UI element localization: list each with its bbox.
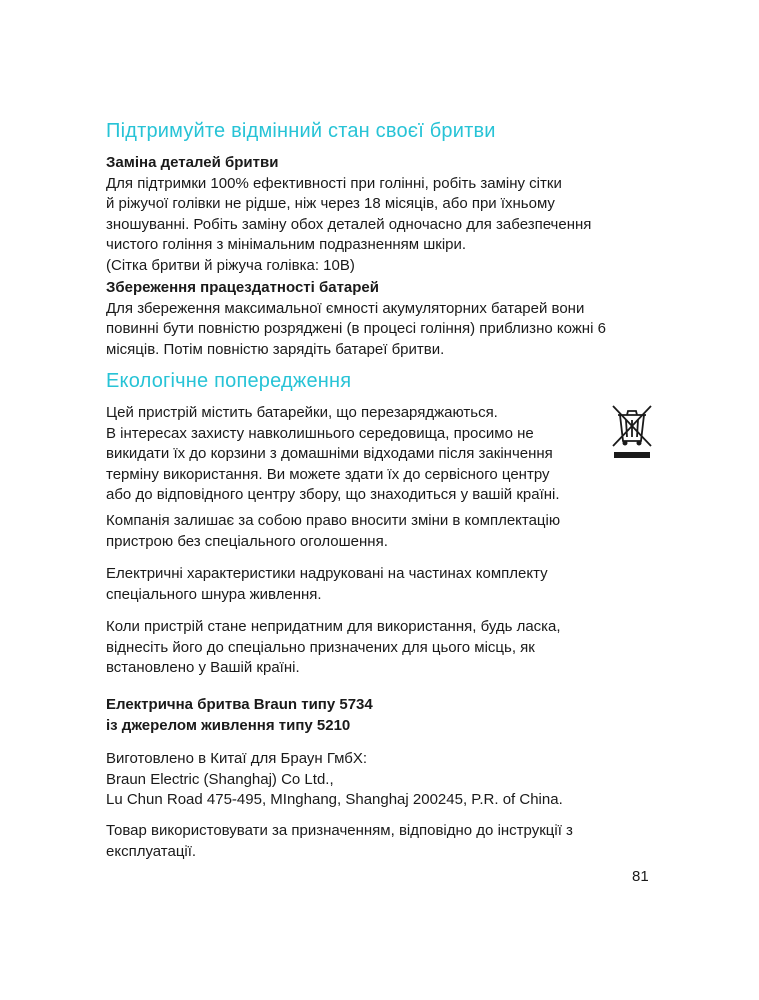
electric-specs-paragraph: [106, 564, 626, 605]
body-line: місяців. Потім повністю зарядіть батареї бритви.: [106, 340, 445, 358]
crossed-out-wheelie-bin-icon: [610, 403, 654, 461]
body-line: пристрою без спеціального оголошення.: [106, 532, 388, 550]
manufacturer-info: [106, 749, 626, 811]
replace-parts-heading: Заміна деталей бритви: [106, 154, 279, 171]
body-line: терміну використання. Ви можете здати їх до сервісного центру: [106, 465, 550, 483]
model-line: із джерелом живлення типу 5210: [106, 716, 351, 734]
disposal-paragraph: [106, 617, 626, 679]
body-line: Товар використовувати за призначенням, відповідно до інструкції з: [106, 822, 573, 839]
body-line: віднесіть його до спеціально призначених для цього місць, як: [106, 638, 535, 656]
model-line: Електрична бритва Braun типу 5734: [106, 696, 373, 713]
body-line: Для збереження максимальної ємності акумуляторних батарей вони: [106, 299, 585, 317]
model-info: [106, 695, 626, 736]
body-line: встановлено у Вашій країні.: [106, 659, 300, 676]
body-line: Виготовлено в Китаї для Браун ГмбХ:: [106, 750, 368, 767]
replace-parts-block: [106, 153, 626, 276]
body-line: й ріжучої голівки не рідше, ніж через 18 місяців, або при їхньому: [106, 195, 555, 212]
page-number: 81: [632, 868, 649, 885]
body-line: чистого гоління з мінімальним подразненням шкіри.: [106, 236, 467, 253]
body-line: Електричні характеристики надруковані на частинах комплекту: [106, 565, 548, 582]
body-line: спеціального шнура живлення.: [106, 585, 322, 603]
body-line: Для підтримки 100% ефективності при голінні, робіть заміну сітки: [106, 174, 562, 192]
body-line: В інтересах захисту навколишнього середовища, просимо не: [106, 424, 534, 442]
eco-notice-block: [106, 403, 626, 506]
body-line: викидати їх до корзини з домашніми відходами після закінчення: [106, 445, 553, 462]
section-title-eco: Екологічне попередження: [106, 370, 352, 392]
battery-block: [106, 278, 626, 360]
body-line: Braun Electric (Shanghaj) Co Ltd.,: [106, 770, 334, 788]
battery-heading: Збереження працездатності батарей: [106, 279, 379, 296]
body-line: або до відповідного центру збору, що знаходиться у вашій країні.: [106, 486, 560, 503]
body-line: зношуванні. Робіть заміну обох деталей одночасно для забезпечення: [106, 215, 592, 233]
section-title-maintenance: Підтримуйте відмінний стан своєї бритви: [106, 120, 496, 142]
body-line: Lu Chun Road 475-495, MInghang, Shanghaj 200245, P.R. of China.: [106, 791, 563, 808]
rights-paragraph: [106, 511, 626, 552]
body-line: Компанія залишає за собою право вносити зміни в комплектацію: [106, 512, 561, 529]
body-line: повинні бути повністю розряджені (в процесі гоління) приблизно кожні 6: [106, 320, 606, 337]
body-line: експлуатації.: [106, 842, 197, 860]
usage-paragraph: [106, 821, 626, 862]
body-line: (Сітка бритви й ріжуча голівка: 10B): [106, 256, 355, 274]
body-line: Цей пристрій містить батарейки, що перезаряджаються.: [106, 404, 498, 421]
body-line: Коли пристрій стане непридатним для використання, будь ласка,: [106, 618, 561, 635]
